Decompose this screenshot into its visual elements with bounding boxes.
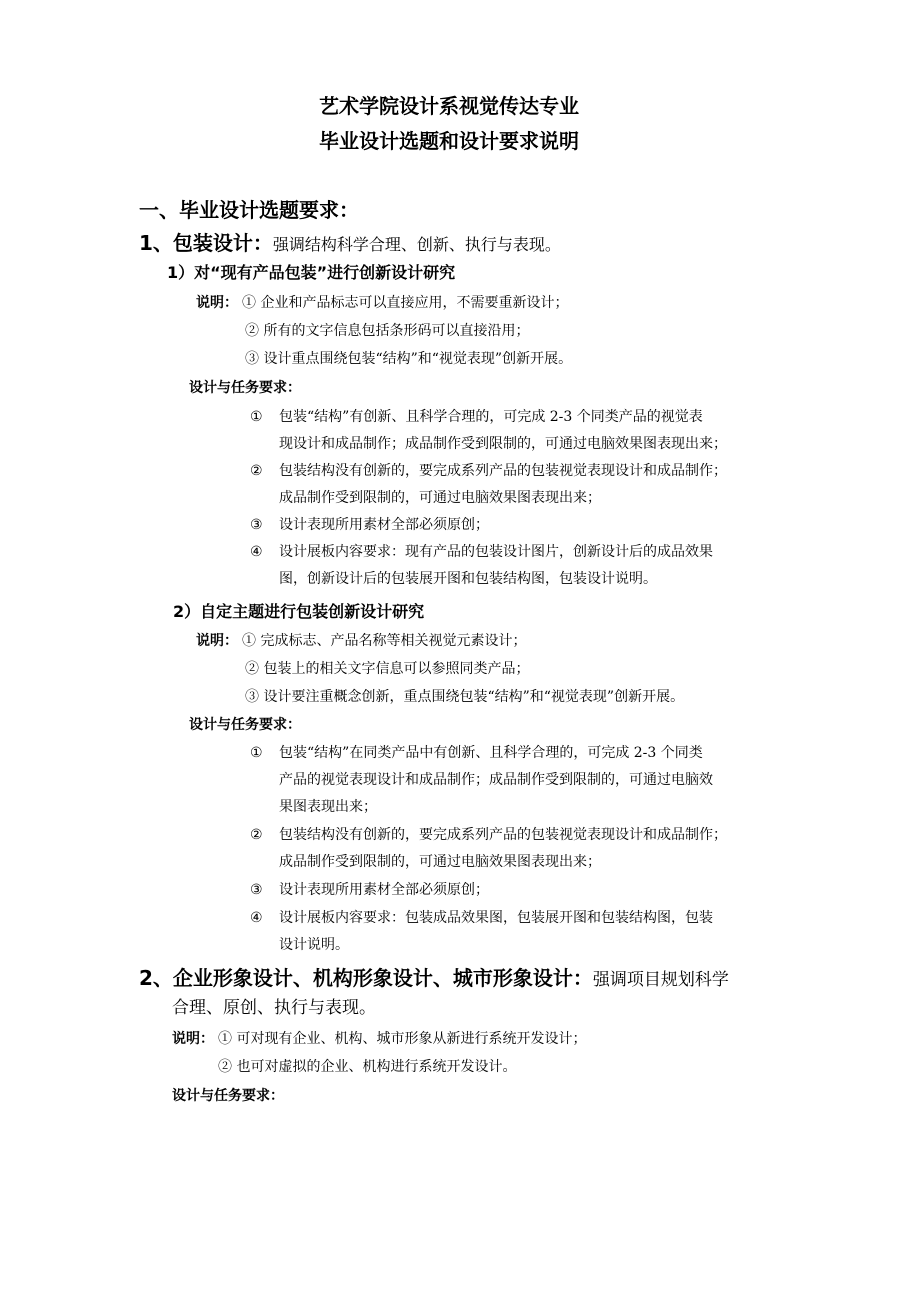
sub2-req-1-line2: 产品的视觉表现设计和成品制作；成品制作受到限制的，可通过电脑效 bbox=[279, 772, 713, 788]
section1-heading: 一、毕业设计选题要求： bbox=[139, 198, 359, 222]
sub2-req-label: 设计与任务要求： bbox=[189, 717, 301, 733]
sub2-heading: 2）自定主题进行包装创新设计研究 bbox=[173, 602, 425, 621]
sub1-note-label: 说明： bbox=[196, 295, 238, 311]
item2-heading-desc-line2: 合理、原创、执行与表现。 bbox=[172, 998, 376, 1018]
sub2-req-4-num: ④ bbox=[250, 910, 263, 926]
sub1-req-2-num: ② bbox=[250, 463, 263, 479]
sub2-req-4-line1: 设计展板内容要求：包装成品效果图，包装展开图和包装结构图，包装 bbox=[279, 910, 713, 926]
item2-note-1: ① 可对现有企业、机构、城市形象从新进行系统开发设计； bbox=[218, 1031, 587, 1047]
item1-heading-desc: 强调结构科学合理、创新、执行与表现。 bbox=[272, 235, 561, 254]
item1-heading: 1、包装设计： bbox=[139, 231, 273, 255]
sub1-note-2: ② 所有的文字信息包括条形码可以直接沿用； bbox=[245, 323, 530, 339]
sub1-req-4-line2: 图，创新设计后的包装展开图和包装结构图，包装设计说明。 bbox=[279, 571, 657, 587]
sub2-req-4-line2: 设计说明。 bbox=[279, 937, 349, 953]
sub2-req-1-line1: 包装“结构”在同类产品中有创新、且科学合理的，可完成 2-3 个同类 bbox=[279, 745, 703, 761]
sub1-req-4-line1: 设计展板内容要求：现有产品的包装设计图片，创新设计后的成品效果 bbox=[279, 544, 713, 560]
sub1-req-4-num: ④ bbox=[250, 544, 263, 560]
sub2-req-2-line2: 成品制作受到限制的，可通过电脑效果图表现出来； bbox=[279, 854, 601, 870]
doc-title-line1: 艺术学院设计系视觉传达专业 bbox=[319, 94, 579, 118]
item1-heading-row bbox=[139, 233, 561, 253]
sub1-req-2-line1: 包装结构没有创新的，要完成系列产品的包装视觉表现设计和成品制作； bbox=[279, 463, 727, 479]
sub2-note-3: ③ 设计要注重概念创新，重点围绕包装“结构”和“视觉表现”创新开展。 bbox=[245, 689, 685, 705]
sub2-note-2: ② 包装上的相关文字信息可以参照同类产品； bbox=[245, 661, 530, 677]
item2-heading-row bbox=[139, 968, 729, 989]
sub2-req-2-num: ② bbox=[250, 827, 263, 843]
sub2-req-3-num: ③ bbox=[250, 882, 263, 898]
item2-req-label: 设计与任务要求： bbox=[172, 1088, 284, 1104]
sub1-req-1-line2: 现设计和成品制作；成品制作受到限制的，可通过电脑效果图表现出来； bbox=[279, 436, 727, 452]
sub2-req-3-line1: 设计表现所用素材全部必须原创； bbox=[279, 882, 489, 898]
sub1-req-2-line2: 成品制作受到限制的，可通过电脑效果图表现出来； bbox=[279, 490, 601, 506]
sub2-req-1-num: ① bbox=[250, 745, 263, 761]
sub2-note-1: ① 完成标志、产品名称等相关视觉元素设计； bbox=[242, 633, 527, 649]
sub1-req-1-line1: 包装“结构”有创新、且科学合理的，可完成 2-3 个同类产品的视觉表 bbox=[279, 409, 703, 425]
sub1-req-1-num: ① bbox=[250, 409, 263, 425]
sub2-req-2-line1: 包装结构没有创新的，要完成系列产品的包装视觉表现设计和成品制作； bbox=[279, 827, 727, 843]
sub1-note-1: ① 企业和产品标志可以直接应用，不需要重新设计； bbox=[242, 295, 569, 311]
sub1-heading: 1）对“现有产品包装”进行创新设计研究 bbox=[167, 263, 456, 282]
item2-note-label: 说明： bbox=[172, 1031, 214, 1047]
sub1-note-3: ③ 设计重点围绕包装“结构”和“视觉表现”创新开展。 bbox=[245, 351, 573, 367]
doc-title-line2: 毕业设计选题和设计要求说明 bbox=[319, 129, 579, 153]
item2-note-2: ② 也可对虚拟的企业、机构进行系统开发设计。 bbox=[218, 1059, 517, 1075]
sub1-req-3-num: ③ bbox=[250, 517, 263, 533]
item2-heading-desc-line1: 强调项目规划科学 bbox=[592, 970, 729, 990]
sub2-req-1-line3: 果图表现出来； bbox=[279, 799, 377, 815]
sub1-req-3-line1: 设计表现所用素材全部必须原创； bbox=[279, 517, 489, 533]
sub2-note-label: 说明： bbox=[196, 633, 238, 649]
item2-heading: 2、企业形象设计、机构形象设计、城市形象设计： bbox=[139, 966, 593, 990]
sub1-req-label: 设计与任务要求： bbox=[189, 380, 301, 396]
